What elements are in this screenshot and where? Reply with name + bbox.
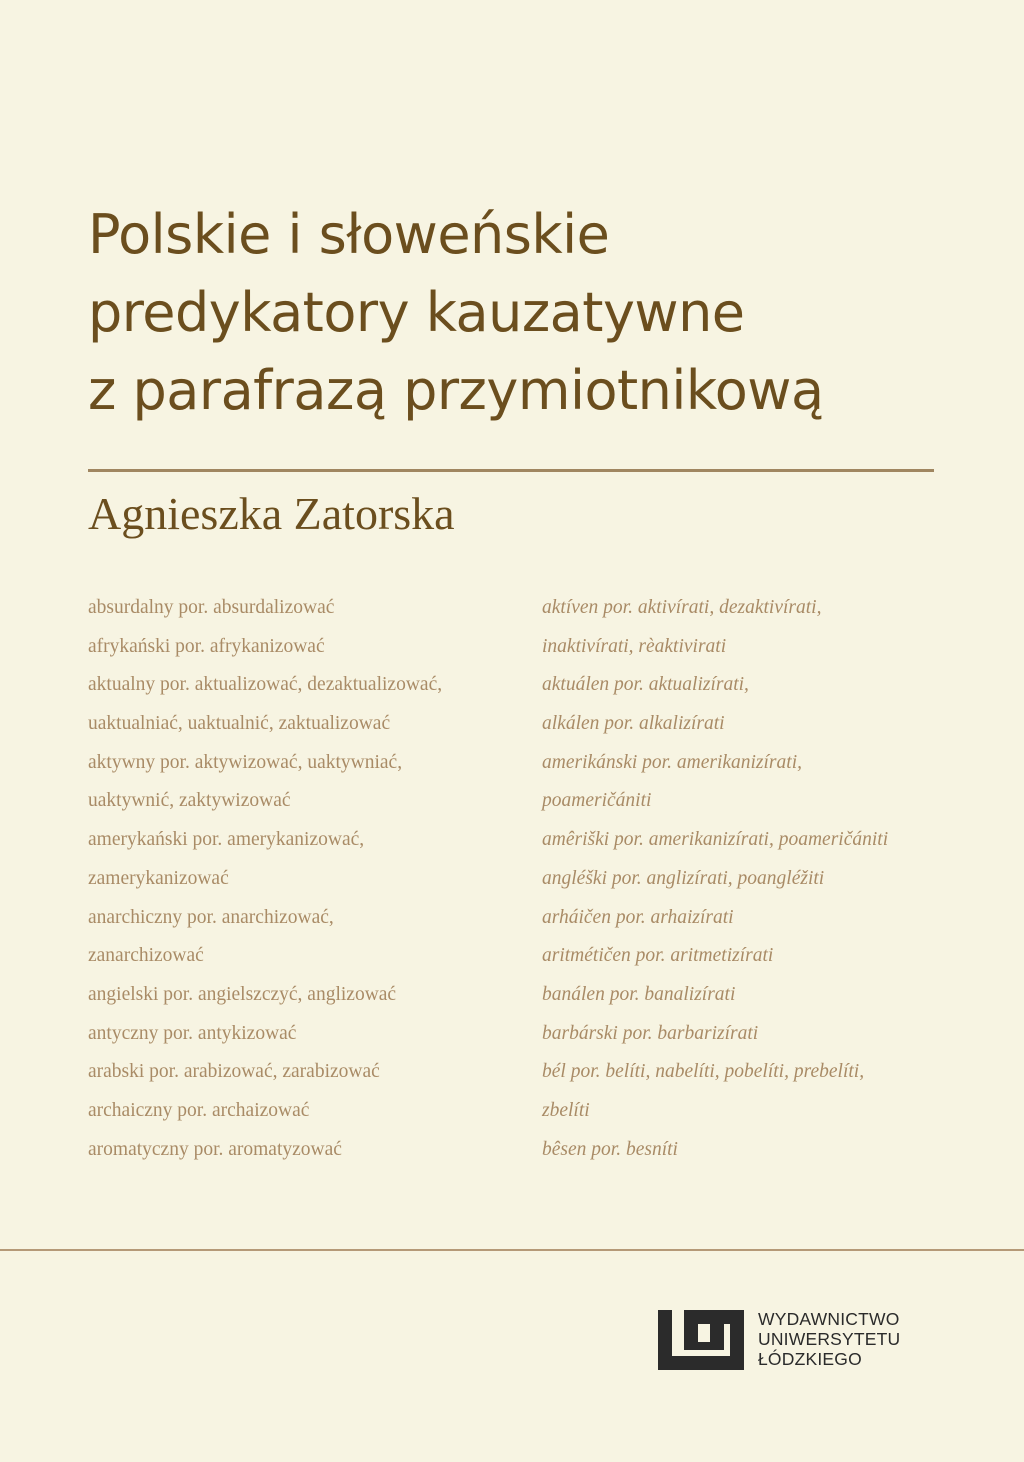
polish-entries-column (88, 589, 528, 1169)
slovene-entry: amerikánski por. amerikanizírati, (542, 751, 802, 773)
book-title (88, 196, 824, 430)
slovene-entry: aritmétičen por. aritmetizírati (542, 945, 774, 967)
polish-entry: afrykański por. afrykanizować (88, 635, 325, 657)
publisher-line-2: UNIWERSYTETU (758, 1329, 901, 1349)
publisher-name (758, 1309, 900, 1369)
polish-entry: aktualny por. aktualizować, dezaktualizować, (88, 674, 443, 696)
polish-entry: amerykański por. amerykanizować, (88, 829, 365, 851)
slovene-entry: aktíven por. aktivírati, dezaktivírati, (542, 597, 822, 618)
polish-entry: angielski por. angielszczyć, anglizować (88, 983, 397, 1005)
slovene-entry: aktuálen por. aktualizírati, (542, 674, 749, 696)
polish-entry: arabski por. arabizować, zarabizować (88, 1061, 380, 1083)
publisher-block (658, 1308, 900, 1372)
wul-logo-icon (658, 1308, 744, 1372)
polish-entry: zanarchizować (88, 945, 204, 967)
polish-entry: uaktualniać, uaktualnić, zaktualizować (88, 713, 391, 735)
slovene-entry: arháičen por. arhaizírati (542, 906, 734, 928)
slovene-entry: barbárski por. barbarizírati (542, 1022, 759, 1044)
bottom-divider (0, 1249, 1024, 1251)
slovene-entry: bêsen por. besníti (542, 1138, 678, 1160)
slovene-entry: amêriški por. amerikanizírati, poameričániti (542, 829, 889, 851)
publisher-line-1: WYDAWNICTWO (758, 1309, 900, 1329)
polish-entry: antyczny por. antykizować (88, 1022, 297, 1044)
slovene-entry: angléški por. anglizírati, poangléžiti (542, 867, 825, 889)
polish-entry: uaktywnić, zaktywizować (88, 790, 291, 812)
polish-entry: aromatyczny por. aromatyzować (88, 1138, 342, 1160)
polish-entry: archaiczny por. archaizować (88, 1099, 310, 1121)
slovene-entry: poameričániti (542, 790, 652, 812)
slovene-entries-column (542, 589, 1002, 1169)
title-divider (88, 469, 934, 472)
slovene-entry: bél por. belíti, nabelíti, pobelíti, prebelíti, (542, 1061, 865, 1083)
publisher-line-3: ŁÓDZKIEGO (758, 1349, 862, 1369)
polish-entry: zamerykanizować (88, 867, 229, 889)
slovene-entry: inaktivírati, rèaktivirati (542, 635, 727, 657)
slovene-entry: banálen por. banalizírati (542, 983, 736, 1005)
slovene-entry: alkálen por. alkalizírati (542, 713, 725, 735)
polish-entry: absurdalny por. absurdalizować (88, 597, 335, 618)
title-line-3: z parafrazą przymiotnikową (88, 359, 824, 422)
polish-entry: anarchiczny por. anarchizować, (88, 906, 334, 928)
author-name: Agnieszka Zatorska (88, 488, 455, 539)
title-line-1: Polskie i słoweńskie (88, 203, 610, 266)
title-line-2: predykatory kauzatywne (88, 281, 745, 344)
polish-entry: aktywny por. aktywizować, uaktywniać, (88, 751, 403, 773)
slovene-entry: zbelíti (542, 1099, 590, 1121)
